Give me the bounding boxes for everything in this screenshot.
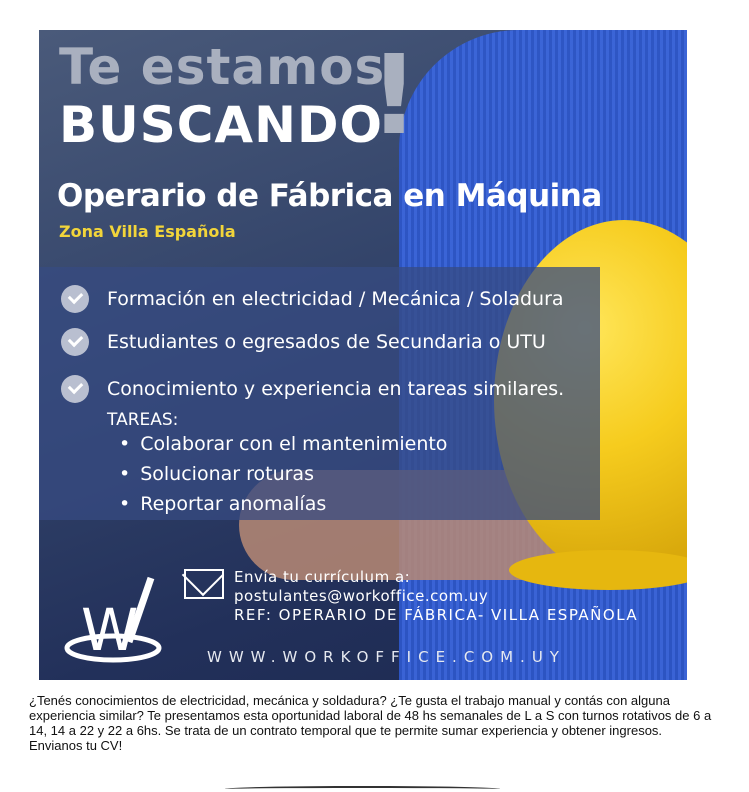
contact-email[interactable]: postulantes@workoffice.com.uy bbox=[234, 587, 489, 605]
requirement-item bbox=[61, 328, 546, 356]
task-item: • Reportar anomalías bbox=[119, 493, 326, 515]
poster-title-line2: BUSCANDO bbox=[59, 96, 383, 154]
bottom-divider bbox=[225, 786, 500, 792]
contact-reference: REF: OPERARIO DE FÁBRICA- VILLA ESPAÑOLA bbox=[234, 606, 639, 624]
check-icon bbox=[61, 328, 89, 356]
job-title: Operario de Fábrica en Máquina bbox=[57, 178, 602, 214]
website-link[interactable]: WWW.WORKOFFICE.COM.UY bbox=[207, 648, 566, 666]
workoffice-logo-icon bbox=[63, 570, 173, 665]
poster-title-line1: Te estamos bbox=[59, 38, 386, 96]
description-text: ¿Tenés conocimientos de electricidad, mecánica y soldadura? ¿Te gusta el trabajo manual y contás con alguna experiencia similar? Te presentamos esta oportunidad laboral de 48 hs semanales de L a S con turnos rotativos de 6 a 14, 14 a 22 y 22 a 6hs. Se trata de un contrato temporal que te permite sumar experiencia y obtener ingresos. bbox=[29, 693, 712, 738]
requirement-item bbox=[61, 285, 564, 313]
job-description bbox=[29, 693, 729, 753]
check-icon bbox=[61, 285, 89, 313]
requirement-text: Estudiantes o egresados de Secundaria o UTU bbox=[107, 331, 546, 353]
task-item: • Solucionar roturas bbox=[119, 463, 314, 485]
job-zone: Zona Villa Española bbox=[59, 222, 236, 241]
exclamation-mark: ! bbox=[369, 31, 420, 159]
requirement-text: Conocimiento y experiencia en tareas similares. bbox=[107, 378, 565, 400]
requirement-item bbox=[61, 375, 564, 403]
task-item: • Colaborar con el mantenimiento bbox=[119, 433, 447, 455]
description-cta: Envianos tu CV! bbox=[29, 738, 123, 753]
tasks-heading: TAREAS: bbox=[107, 410, 179, 430]
job-poster bbox=[39, 30, 687, 680]
envelope-icon bbox=[184, 569, 224, 599]
requirement-text: Formación en electricidad / Mecánica / Soladura bbox=[107, 288, 564, 310]
contact-instruction: Envía tu currículum a: bbox=[234, 568, 411, 586]
logo-letter: W bbox=[81, 596, 139, 664]
check-icon bbox=[61, 375, 89, 403]
